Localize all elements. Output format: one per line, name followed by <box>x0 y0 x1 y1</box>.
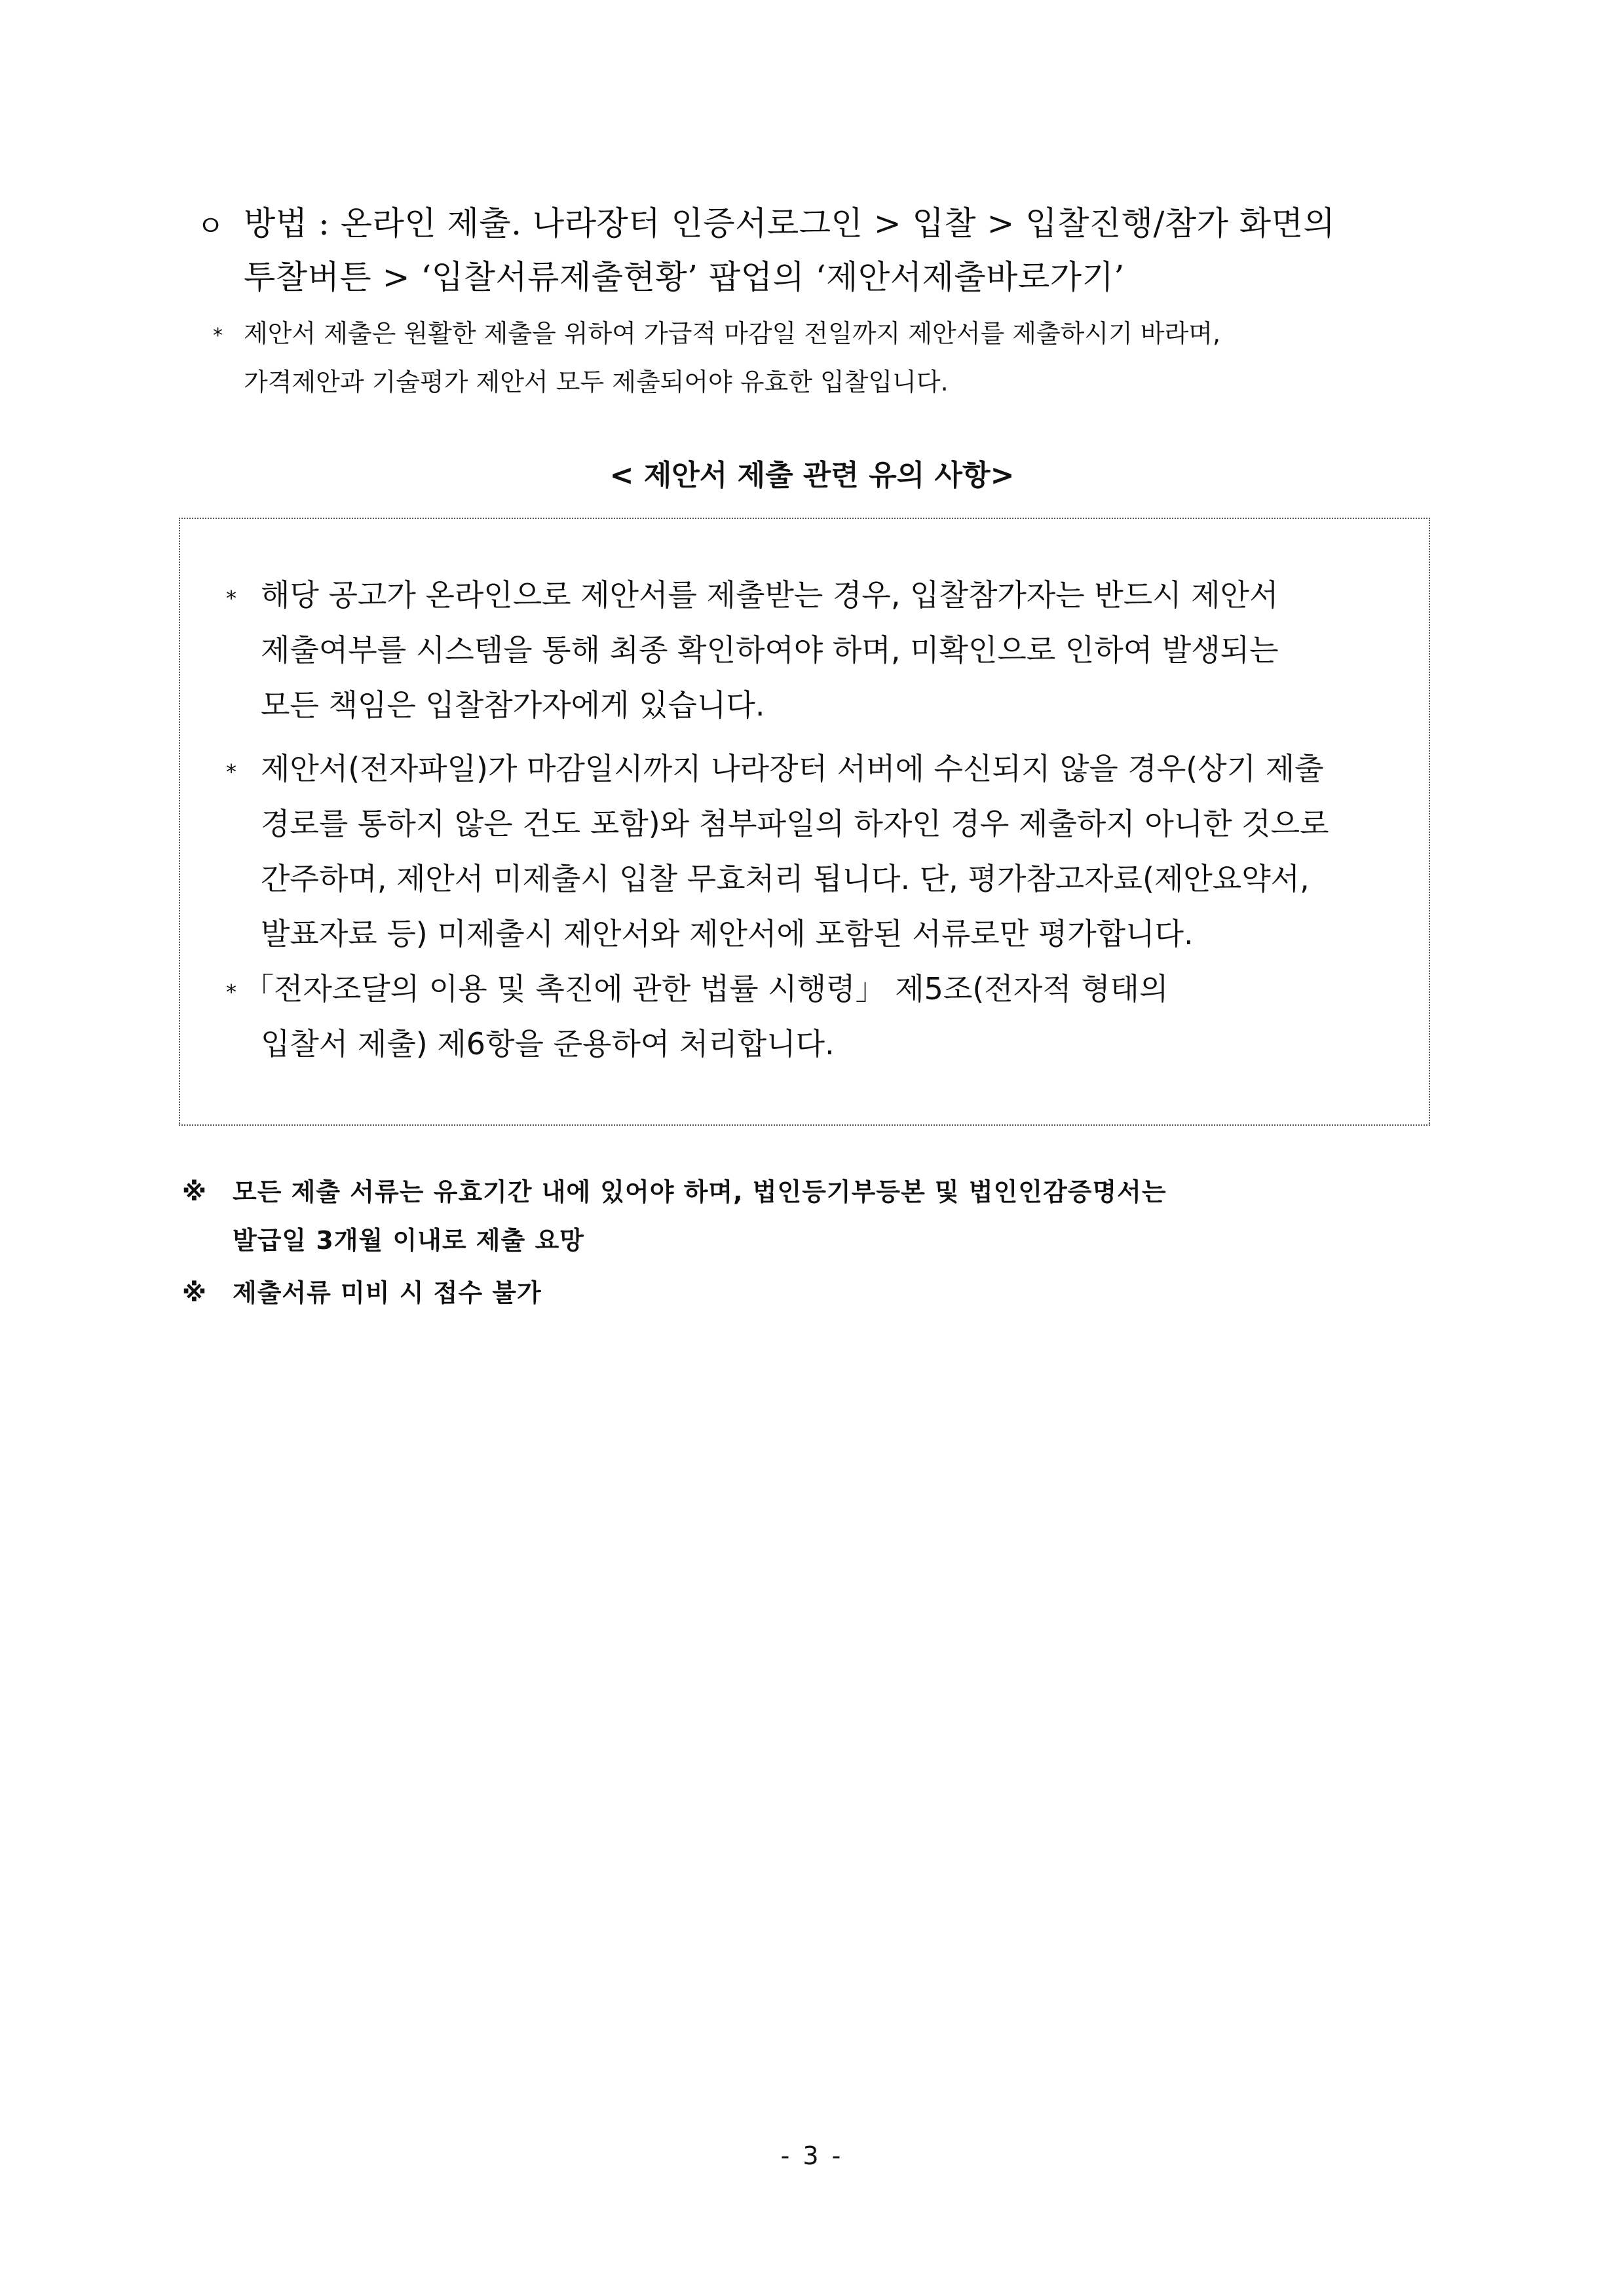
caution-item-line: 제안서(전자파일)가 마감일시까지 나라장터 서버에 수신되지 않을 경우(상기 제출 <box>261 751 1324 786</box>
caution-item-line: 경로를 통하지 않은 건도 포함)와 첨부파일의 하자인 경우 제출하지 아니한 것으로 <box>261 806 1329 841</box>
caution-item-line: 발표자료 등) 미제출시 제안서와 제안서에 포함된 서류로만 평가합니다. <box>261 916 1194 951</box>
section-title: < 제안서 제출 관련 유의 사항> <box>609 459 1015 492</box>
caution-item-marker: * <box>226 759 236 784</box>
method-text-line: 투찰버튼 > ‘입찰서류제출현황’ 팝업의 ‘제안서제출바로가기’ <box>244 258 1125 296</box>
note-text-line: 가격제안과 기술평가 제안서 모두 제출되어야 유효한 입찰입니다. <box>244 368 949 396</box>
method-bullet: ㅇ <box>197 210 225 243</box>
note-marker: * <box>213 324 223 347</box>
caution-item-line: 「전자조달의 이용 및 촉진에 관한 법률 시행령」 제5조(전자적 형태의 <box>244 971 1169 1006</box>
reference-mark: ※ <box>182 1278 206 1307</box>
caution-item-line: 모든 책임은 입찰참가자에게 있습니다. <box>261 687 765 723</box>
caution-item-marker: * <box>226 586 236 611</box>
method-text-line: 방법 : 온라인 제출. 나라장터 인증서로그인 > 입찰 > 입찰진행/참가 화면의 <box>244 204 1336 242</box>
reference-line: 발급일 3개월 이내로 제출 요망 <box>233 1226 584 1255</box>
caution-item-line: 입찰서 제출) 제6항을 준용하여 처리합니다. <box>261 1026 835 1062</box>
page-number: - 3 - <box>780 2141 844 2170</box>
caution-item-marker: * <box>226 980 236 1004</box>
reference-line: 모든 제출 서류는 유효기간 내에 있어야 하며, 법인등기부등본 및 법인인감증명서는 <box>233 1177 1167 1206</box>
caution-item-line: 해당 공고가 온라인으로 제안서를 제출받는 경우, 입찰참가자는 반드시 제안서 <box>261 577 1279 613</box>
caution-item-line: 제출여부를 시스템을 통해 최종 확인하여야 하며, 미확인으로 인하여 발생되는 <box>261 632 1279 668</box>
reference-line: 제출서류 미비 시 접수 불가 <box>233 1278 542 1307</box>
reference-mark: ※ <box>182 1177 206 1206</box>
note-text-line: 제안서 제출은 원활한 제출을 위하여 가급적 마감일 전일까지 제안서를 제출하시기 바라며, <box>244 319 1221 348</box>
caution-item-line: 간주하며, 제안서 미제출시 입찰 무효처리 됩니다. 단, 평가참고자료(제안요약서, <box>261 861 1310 896</box>
